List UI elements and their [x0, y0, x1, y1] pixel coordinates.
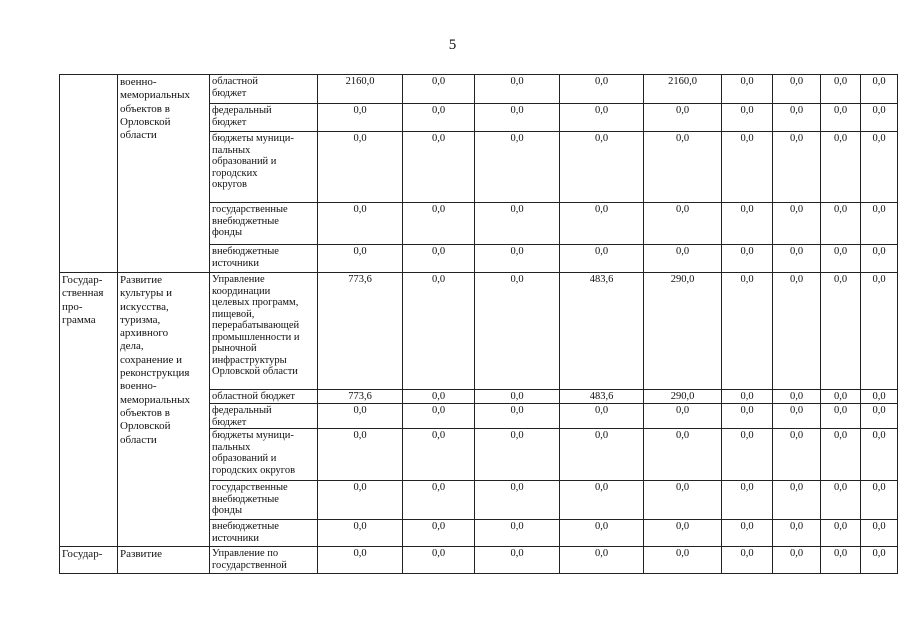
value-cell: 0,0: [821, 429, 861, 481]
program-title-cell: Развитие культуры и искусства, туризма, архивного дела, сохранение и реконструкция военно- мемориальных объектов в Орловской области: [118, 273, 210, 547]
value-cell: 0,0: [403, 132, 475, 203]
value-cell: 0,0: [475, 273, 560, 390]
funding-source-cell: федеральный бюджет: [210, 104, 318, 132]
value-cell: 0,0: [773, 273, 821, 390]
value-cell: 0,0: [560, 104, 644, 132]
budget-table: [59, 74, 898, 574]
value-cell: 0,0: [821, 273, 861, 390]
value-cell: 0,0: [560, 520, 644, 547]
value-cell: 0,0: [644, 132, 722, 203]
value-cell: 0,0: [318, 245, 403, 273]
value-cell: 0,0: [861, 429, 898, 481]
value-cell: 0,0: [318, 547, 403, 574]
value-cell: 0,0: [644, 245, 722, 273]
value-cell: 0,0: [861, 203, 898, 245]
value-cell: 0,0: [318, 520, 403, 547]
value-cell: 0,0: [722, 104, 773, 132]
funding-source-cell: областной бюджет: [210, 390, 318, 404]
value-cell: 0,0: [644, 547, 722, 574]
value-cell: 0,0: [403, 429, 475, 481]
table-row: [60, 273, 898, 390]
value-cell: 0,0: [644, 104, 722, 132]
value-cell: 0,0: [722, 481, 773, 520]
value-cell: 0,0: [475, 203, 560, 245]
value-cell: 0,0: [318, 132, 403, 203]
value-cell: 0,0: [475, 547, 560, 574]
value-cell: 0,0: [821, 75, 861, 104]
value-cell: 0,0: [560, 481, 644, 520]
value-cell: 0,0: [644, 203, 722, 245]
program-type-cell: [60, 547, 118, 574]
value-cell: 0,0: [821, 132, 861, 203]
value-cell: 0,0: [403, 520, 475, 547]
value-cell: 0,0: [821, 481, 861, 520]
value-cell: 0,0: [560, 245, 644, 273]
value-cell: 0,0: [403, 404, 475, 429]
value-cell: 0,0: [644, 429, 722, 481]
value-cell: 0,0: [560, 75, 644, 104]
value-cell: 0,0: [475, 104, 560, 132]
funding-source-cell: бюджеты муници- пальных образований и городских округов: [210, 429, 318, 481]
value-cell: 0,0: [475, 481, 560, 520]
value-cell: 0,0: [821, 245, 861, 273]
value-cell: 0,0: [403, 104, 475, 132]
value-cell: 0,0: [560, 547, 644, 574]
value-cell: 0,0: [560, 132, 644, 203]
value-cell: 0,0: [722, 390, 773, 404]
value-cell: 0,0: [475, 75, 560, 104]
table-row: [60, 75, 898, 104]
funding-source-cell: областной бюджет: [210, 75, 318, 104]
value-cell: 0,0: [403, 481, 475, 520]
program-type-cell: [60, 75, 118, 273]
value-cell: 0,0: [475, 429, 560, 481]
value-cell: 290,0: [644, 273, 722, 390]
funding-source-cell: внебюджетные источники: [210, 245, 318, 273]
value-cell: 0,0: [318, 404, 403, 429]
value-cell: 0,0: [821, 520, 861, 547]
value-cell: 0,0: [318, 104, 403, 132]
value-cell: 0,0: [722, 404, 773, 429]
value-cell: 0,0: [773, 481, 821, 520]
value-cell: 0,0: [821, 390, 861, 404]
value-cell: 0,0: [861, 390, 898, 404]
value-cell: 0,0: [861, 132, 898, 203]
value-cell: 2160,0: [318, 75, 403, 104]
value-cell: 0,0: [773, 132, 821, 203]
value-cell: 0,0: [773, 104, 821, 132]
funding-source-cell: федеральный бюджет: [210, 404, 318, 429]
value-cell: 0,0: [403, 273, 475, 390]
program-type-text: Государ- ственная про- грамма: [62, 274, 104, 326]
value-cell: 0,0: [722, 203, 773, 245]
value-cell: 0,0: [403, 75, 475, 104]
value-cell: 0,0: [722, 520, 773, 547]
program-type-cell: [60, 273, 118, 547]
funding-source-cell: Управление по государственной: [210, 547, 318, 574]
value-cell: 0,0: [403, 245, 475, 273]
funding-source-cell: Управление координации целевых программ, пищевой, перерабатывающей промышленности и рыночной инфраструктуры Орловской области: [210, 273, 318, 390]
funding-source-cell: государственные внебюджетные фонды: [210, 203, 318, 245]
program-title-cell: Развитие: [118, 547, 210, 574]
value-cell: 0,0: [722, 132, 773, 203]
value-cell: 0,0: [475, 404, 560, 429]
value-cell: 0,0: [773, 390, 821, 404]
value-cell: 0,0: [644, 481, 722, 520]
funding-source-cell: внебюджетные источники: [210, 520, 318, 547]
value-cell: 773,6: [318, 273, 403, 390]
program-title-cell: военно- мемориальных объектов в Орловской области: [118, 75, 210, 273]
value-cell: 0,0: [861, 273, 898, 390]
value-cell: 0,0: [403, 547, 475, 574]
value-cell: 0,0: [722, 245, 773, 273]
value-cell: 0,0: [475, 520, 560, 547]
value-cell: 0,0: [475, 390, 560, 404]
value-cell: 0,0: [403, 203, 475, 245]
funding-source-cell: бюджеты муници- пальных образований и городских округов: [210, 132, 318, 203]
program-type-text: Государ-: [62, 548, 103, 560]
value-cell: 483,6: [560, 273, 644, 390]
value-cell: 773,6: [318, 390, 403, 404]
value-cell: 0,0: [722, 429, 773, 481]
value-cell: 0,0: [821, 547, 861, 574]
value-cell: 0,0: [560, 203, 644, 245]
funding-source-cell: государственные внебюджетные фонды: [210, 481, 318, 520]
value-cell: 0,0: [861, 520, 898, 547]
value-cell: 0,0: [861, 481, 898, 520]
value-cell: 0,0: [560, 429, 644, 481]
value-cell: 0,0: [773, 245, 821, 273]
value-cell: 483,6: [560, 390, 644, 404]
value-cell: 2160,0: [644, 75, 722, 104]
value-cell: 0,0: [773, 429, 821, 481]
table-row: [60, 547, 898, 574]
value-cell: 0,0: [773, 520, 821, 547]
value-cell: 0,0: [821, 104, 861, 132]
value-cell: 0,0: [861, 75, 898, 104]
value-cell: 0,0: [773, 404, 821, 429]
value-cell: 0,0: [861, 245, 898, 273]
value-cell: 0,0: [560, 404, 644, 429]
page-number: 5: [448, 37, 457, 53]
value-cell: 0,0: [318, 429, 403, 481]
value-cell: 290,0: [644, 390, 722, 404]
value-cell: 0,0: [861, 104, 898, 132]
value-cell: 0,0: [722, 547, 773, 574]
value-cell: 0,0: [821, 404, 861, 429]
value-cell: 0,0: [773, 203, 821, 245]
value-cell: 0,0: [644, 520, 722, 547]
value-cell: 0,0: [821, 203, 861, 245]
value-cell: 0,0: [403, 390, 475, 404]
budget-table-body: [60, 75, 898, 574]
value-cell: 0,0: [861, 547, 898, 574]
value-cell: 0,0: [773, 75, 821, 104]
value-cell: 0,0: [318, 203, 403, 245]
value-cell: 0,0: [318, 481, 403, 520]
value-cell: 0,0: [722, 75, 773, 104]
value-cell: 0,0: [475, 245, 560, 273]
value-cell: 0,0: [861, 404, 898, 429]
value-cell: 0,0: [644, 404, 722, 429]
value-cell: 0,0: [722, 273, 773, 390]
value-cell: 0,0: [475, 132, 560, 203]
value-cell: 0,0: [773, 547, 821, 574]
